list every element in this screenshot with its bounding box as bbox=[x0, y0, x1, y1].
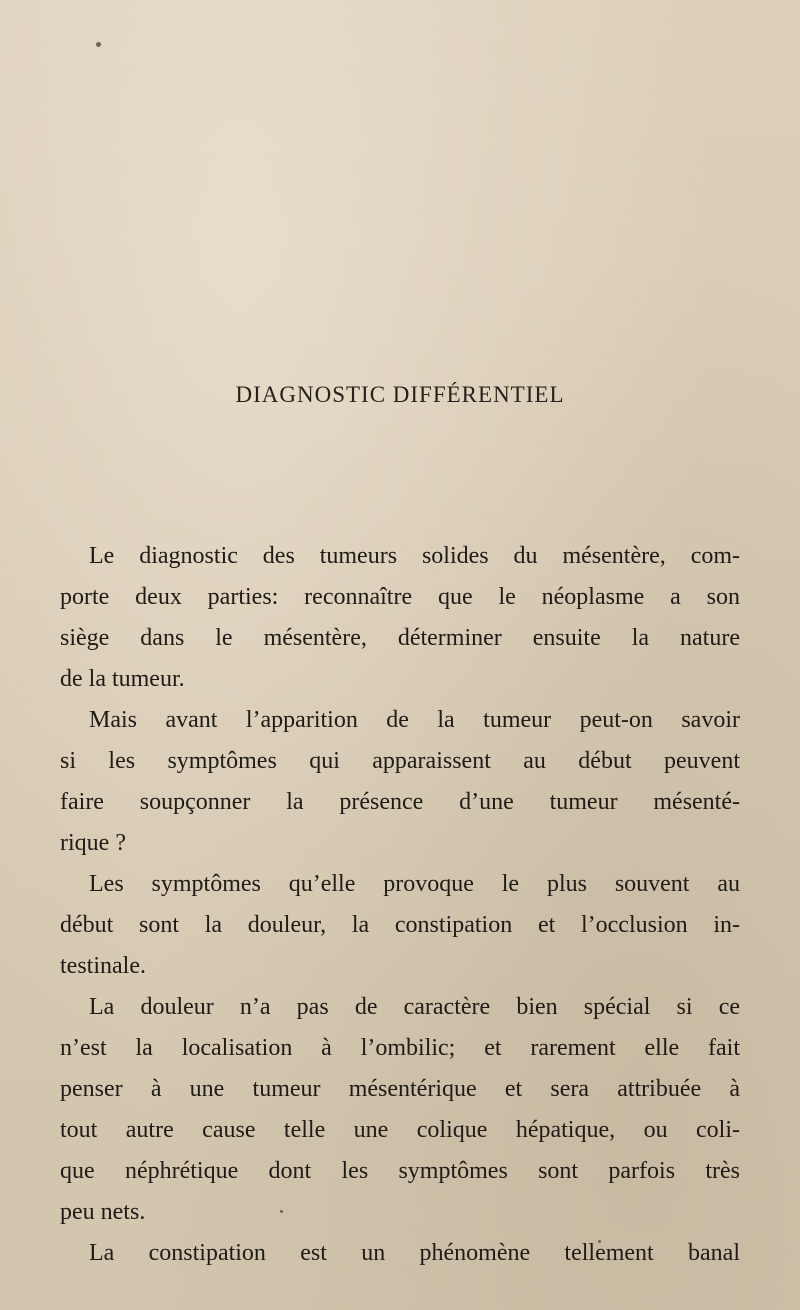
text-line: Les symptômes qu’elle provoque le plus souvent au bbox=[89, 871, 740, 897]
text-line: Mais avant l’apparition de la tumeur peut-on savoir bbox=[89, 707, 740, 733]
text-line: de la tumeur. bbox=[60, 666, 185, 692]
text-line: testinale. bbox=[60, 953, 146, 979]
text-line: La douleur n’a pas de caractère bien spécial si ce bbox=[89, 994, 740, 1020]
text-line: Le diagnostic des tumeurs solides du mésentère, com- bbox=[89, 543, 740, 569]
paper-speck bbox=[96, 42, 101, 47]
text-line: siège dans le mésentère, déterminer ensuite la nature bbox=[60, 625, 740, 651]
text-line: que néphrétique dont les symptômes sont parfois très bbox=[60, 1158, 740, 1184]
text-line: faire soupçonner la présence d’une tumeur mésenté- bbox=[60, 789, 740, 815]
page-heading: DIAGNOSTIC DIFFÉRENTIEL bbox=[235, 382, 565, 407]
text-line: La constipation est un phénomène tellement banal bbox=[89, 1240, 740, 1266]
text-line: penser à une tumeur mésentérique et sera attribuée à bbox=[60, 1076, 740, 1102]
text-line: peu nets. bbox=[60, 1199, 146, 1225]
text-line: porte deux parties: reconnaître que le néoplasme a son bbox=[60, 584, 740, 610]
text-line: tout autre cause telle une colique hépatique, ou coli- bbox=[60, 1117, 740, 1143]
body-text bbox=[60, 536, 740, 1274]
text-line: rique ? bbox=[60, 830, 126, 856]
text-line: n’est la localisation à l’ombilic; et rarement elle fait bbox=[60, 1035, 740, 1061]
text-line: début sont la douleur, la constipation et l’occlusion in- bbox=[60, 912, 740, 938]
text-line: si les symptômes qui apparaissent au début peuvent bbox=[60, 748, 740, 774]
